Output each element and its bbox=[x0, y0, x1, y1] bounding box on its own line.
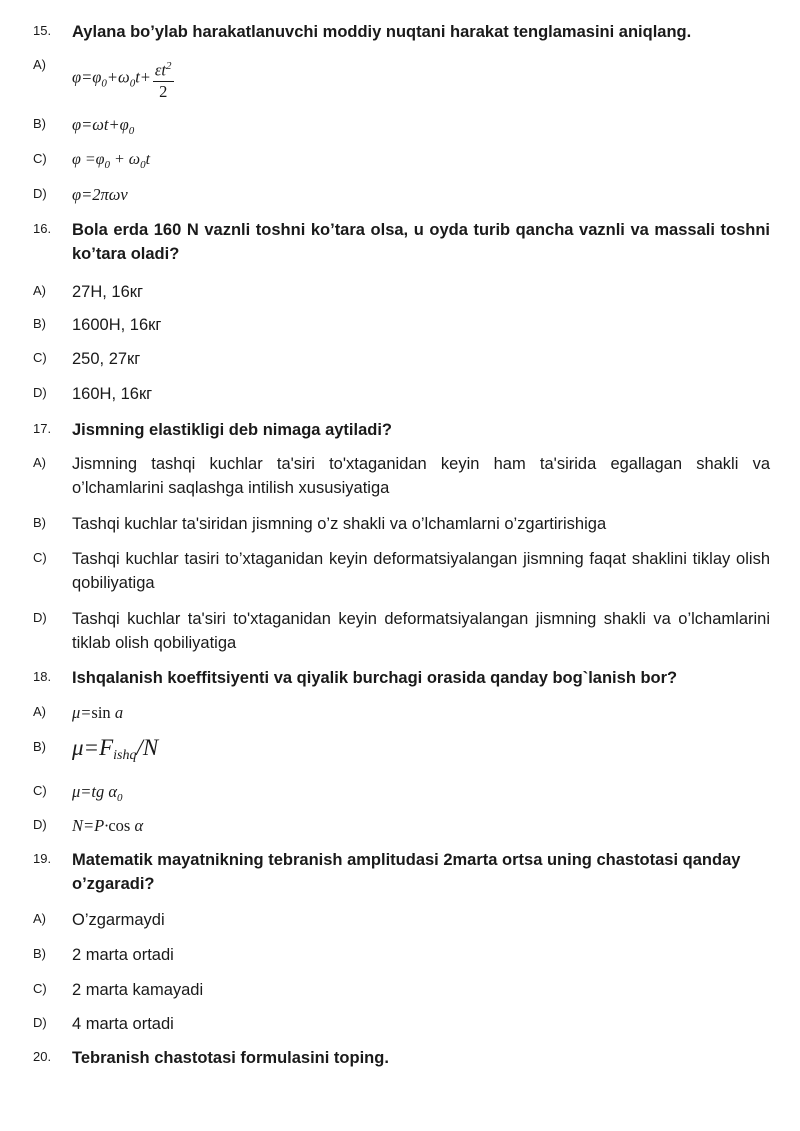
option-label: B) bbox=[33, 515, 46, 530]
option-label: C) bbox=[33, 783, 47, 798]
question-number: 17. bbox=[33, 421, 52, 436]
option-text: Tashqi kuchlar ta'siri to'xtaganidan keyin deformatsiyalangan jismning shakli va o’lchamlarini tiklab olish qobiliyatiga bbox=[72, 610, 770, 652]
option-label: C) bbox=[33, 981, 47, 996]
option-text: 250, 27кг bbox=[72, 350, 141, 368]
option-text: Tashqi kuchlar ta'siridan jismning o’z shakli va o’lchamlarni o’zgartirishiga bbox=[72, 515, 607, 533]
question-text: Aylana bo’ylab harakatlanuvchi moddiy nuqtani harakat tenglamasini aniqlang. bbox=[72, 23, 692, 41]
option-label: A) bbox=[33, 704, 46, 719]
question-number: 15. bbox=[33, 23, 52, 38]
option-text: Jismning tashqi kuchlar ta'siri to'xtaganidan keyin ham ta'sirida egallagan shakli va o’lchamlarini saqlashga intilish xususiyatiga bbox=[72, 455, 770, 497]
option-label: B) bbox=[33, 946, 46, 961]
option-label: A) bbox=[33, 57, 46, 72]
option-text: Tashqi kuchlar tasiri to’xtaganidan keyin deformatsiyalangan jismning faqat shaklini tiklay olish qobiliyatiga bbox=[72, 550, 770, 592]
option-label: A) bbox=[33, 911, 46, 926]
formula: $\mu=F_{ishq}/N$ bbox=[72, 735, 159, 763]
option-text: 27Н, 16кг bbox=[72, 283, 144, 301]
option-text: 4 marta ortadi bbox=[72, 1015, 174, 1033]
formula: φ=2πων bbox=[72, 185, 128, 204]
formula: $\varphi=\omega t+\varphi_0$ bbox=[72, 115, 135, 137]
option-label: B) bbox=[33, 739, 46, 754]
question-text: Matematik mayatnikning tebranish amplitudasi 2marta ortsa uning chastotasi qanday o’zgaradi? bbox=[72, 851, 741, 893]
question-text: Jismning elastikligi deb nimaga aytiladi? bbox=[72, 421, 393, 439]
option-label: D) bbox=[33, 610, 47, 625]
formula: μ=tg $\alpha_0$ bbox=[72, 782, 123, 804]
formula: $\varphi=\varphi_0+\omega_0t+$ $\frac{\varepsilon t^2}{2}$ bbox=[72, 56, 770, 102]
option-text: 1600Н, 16кг bbox=[72, 316, 162, 334]
question-number: 18. bbox=[33, 669, 52, 684]
option-label: C) bbox=[33, 550, 47, 565]
option-label: A) bbox=[33, 283, 46, 298]
formula: N=P·cos α bbox=[72, 816, 144, 835]
option-label: B) bbox=[33, 116, 46, 131]
question-text: Ishqalanish koeffitsiyenti va qiyalik burchagi orasida qanday bog`lanish bor? bbox=[72, 669, 678, 687]
option-label: D) bbox=[33, 1015, 47, 1030]
option-label: A) bbox=[33, 455, 46, 470]
option-text: 160Н, 16кг bbox=[72, 385, 153, 403]
option-label: C) bbox=[33, 350, 47, 365]
option-text: 2 marta kamayadi bbox=[72, 981, 204, 999]
question-text: Tebranish chastotasi formulasini toping. bbox=[72, 1049, 389, 1067]
option-label: D) bbox=[33, 385, 47, 400]
option-text: O’zgarmaydi bbox=[72, 911, 165, 929]
formula: μ=sin a bbox=[72, 703, 124, 722]
question-number: 16. bbox=[33, 221, 52, 236]
option-label: B) bbox=[33, 316, 46, 331]
formula: $\varphi =\varphi_0 + \omega_0t$ bbox=[72, 151, 151, 171]
option-label: C) bbox=[33, 151, 47, 166]
option-label: D) bbox=[33, 817, 47, 832]
question-number: 19. bbox=[33, 851, 52, 866]
option-text: 2 marta ortadi bbox=[72, 946, 174, 964]
question-number: 20. bbox=[33, 1049, 52, 1064]
option-label: D) bbox=[33, 186, 47, 201]
question-text: Bola erda 160 N vaznli toshni ko’tara olsa, u oyda turib qancha vaznli va massali toshni ko’tara oladi? bbox=[72, 221, 770, 263]
